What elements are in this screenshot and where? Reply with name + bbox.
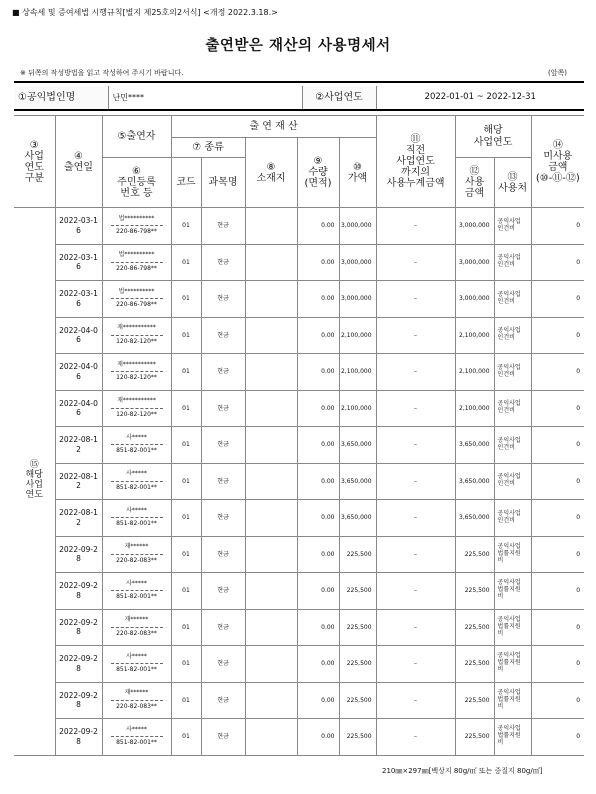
- donor-cell: [102, 500, 171, 537]
- use-place-cell: 공익사업 법률지원 비: [494, 719, 531, 756]
- quantity-cell: 0.00: [297, 354, 339, 391]
- donor-id-number: 851-82-001**: [116, 739, 157, 747]
- prev-cumulative-cell: –: [376, 573, 455, 610]
- account-cell: 현금: [201, 463, 245, 500]
- value-cell: 225,500: [339, 573, 376, 610]
- prev-cumulative-cell: –: [376, 354, 455, 391]
- unused-cell: 0: [531, 427, 584, 464]
- use-place-cell: 공익사업 인건비: [494, 281, 531, 318]
- value-cell: 225,500: [339, 646, 376, 683]
- donation-date-cell: 2022-04-0 6: [55, 317, 102, 354]
- table-row: [14, 682, 584, 719]
- prev-cumulative-cell: –: [376, 682, 455, 719]
- use-amount-cell: 3,650,000: [455, 463, 494, 500]
- donor-cell: [102, 646, 171, 683]
- code-cell: 01: [171, 390, 201, 427]
- table-body: [14, 208, 584, 756]
- donor-id-number: 120-82-120**: [116, 410, 157, 418]
- donation-date-cell: 2022-03-1 6: [55, 208, 102, 245]
- use-amount-cell: 225,500: [455, 646, 494, 683]
- donor-name: 법**********: [111, 289, 163, 300]
- donation-date-cell: 2022-09-2 8: [55, 719, 102, 756]
- value-cell: 3,000,000: [339, 208, 376, 245]
- donor-name: 사*****: [111, 581, 163, 592]
- donor-cell: [102, 427, 171, 464]
- value-cell: 225,500: [339, 682, 376, 719]
- col-header-current-year-group: 해당 사업연도: [455, 116, 531, 158]
- quantity-cell: 0.00: [297, 281, 339, 318]
- prev-cumulative-cell: –: [376, 500, 455, 537]
- col-header-id-number: ⑥ 주민등록 번호 등: [102, 158, 171, 208]
- donor-cell: [102, 354, 171, 391]
- account-cell: 현금: [201, 536, 245, 573]
- location-cell: [245, 719, 297, 756]
- table-row: [14, 354, 584, 391]
- use-amount-cell: 225,500: [455, 536, 494, 573]
- donor-cell: [102, 682, 171, 719]
- table-row: [14, 463, 584, 500]
- code-cell: 01: [171, 609, 201, 646]
- table-row: [14, 719, 584, 756]
- unused-cell: 0: [531, 573, 584, 610]
- table-row: [14, 427, 584, 464]
- use-amount-cell: 2,100,000: [455, 354, 494, 391]
- value-cell: 3,000,000: [339, 244, 376, 281]
- donor-name: 법**********: [111, 216, 163, 227]
- code-cell: 01: [171, 463, 201, 500]
- table-row: [14, 646, 584, 683]
- use-place-cell: 공익사업 법률지원 비: [494, 536, 531, 573]
- unused-cell: 0: [531, 281, 584, 318]
- location-cell: [245, 536, 297, 573]
- code-cell: 01: [171, 354, 201, 391]
- donation-date-cell: 2022-03-1 6: [55, 281, 102, 318]
- donor-id-number: 851-82-001**: [116, 520, 157, 528]
- use-place-cell: 공익사업 인건비: [494, 208, 531, 245]
- use-place-cell: 공익사업 인건비: [494, 244, 531, 281]
- prev-cumulative-cell: –: [376, 427, 455, 464]
- donor-name: 재******: [111, 617, 163, 628]
- use-place-cell: 공익사업 인건비: [494, 354, 531, 391]
- donor-id-number: 220-82-083**: [116, 556, 157, 564]
- account-cell: 현금: [201, 317, 245, 354]
- donor-name: 사*****: [111, 727, 163, 738]
- location-cell: [245, 390, 297, 427]
- table-row: [14, 500, 584, 537]
- donation-date-cell: 2022-08-1 2: [55, 463, 102, 500]
- prev-cumulative-cell: –: [376, 463, 455, 500]
- col-header-value: ⑩ 가액: [339, 138, 376, 208]
- unused-cell: 0: [531, 719, 584, 756]
- location-cell: [245, 609, 297, 646]
- donation-date-cell: 2022-09-2 8: [55, 573, 102, 610]
- fiscal-year-label: ②사업연도: [302, 86, 376, 110]
- location-cell: [245, 573, 297, 610]
- donor-cell: [102, 281, 171, 318]
- account-cell: 현금: [201, 390, 245, 427]
- table-row: [14, 390, 584, 427]
- col-header-use-place: ⑬ 사용처: [494, 158, 531, 208]
- donor-name: 사*****: [111, 435, 163, 446]
- donor-id-number: 220-86-798**: [116, 264, 157, 272]
- use-place-cell: 공익사업 법률지원 비: [494, 682, 531, 719]
- donor-name: 재***********: [111, 362, 163, 373]
- donor-id-number: 220-82-083**: [116, 629, 157, 637]
- unused-cell: 0: [531, 646, 584, 683]
- col-header-donor: ⑤출연자: [102, 116, 171, 158]
- code-cell: 01: [171, 500, 201, 537]
- unused-cell: 0: [531, 682, 584, 719]
- col-header-location: ⑧ 소재지: [245, 138, 297, 208]
- corp-name-value: 난민****: [112, 92, 144, 102]
- code-cell: 01: [171, 646, 201, 683]
- paper-spec-footer: 210㎜×297㎜[백상지 80g/㎡ 또는 중질지 80g/㎡]: [382, 767, 543, 775]
- location-cell: [245, 208, 297, 245]
- col-header-use-amount: ⑫ 사용 금액: [455, 158, 494, 208]
- account-cell: 현금: [201, 427, 245, 464]
- value-cell: 3,650,000: [339, 500, 376, 537]
- prev-cumulative-cell: –: [376, 317, 455, 354]
- col-header-unused: ⑭ 미사용 금액 (⑩-⑪-⑫): [531, 116, 584, 208]
- quantity-cell: 0.00: [297, 463, 339, 500]
- value-cell: 2,100,000: [339, 390, 376, 427]
- col-header-quantity: ⑨ 수량 (면적): [297, 138, 339, 208]
- account-cell: 현금: [201, 682, 245, 719]
- prev-cumulative-cell: –: [376, 646, 455, 683]
- use-place-cell: 공익사업 법률지원 비: [494, 573, 531, 610]
- regulation-header: ■ 상속세 및 증여세법 시행규칙[별지 제25호의2서식] <개정 2022.3.18.>: [12, 8, 278, 17]
- donor-id-number: 220-86-798**: [116, 228, 157, 236]
- use-place-cell: 공익사업 법률지원 비: [494, 609, 531, 646]
- col-header-code: 코드: [171, 158, 201, 208]
- use-amount-cell: 3,000,000: [455, 208, 494, 245]
- quantity-cell: 0.00: [297, 682, 339, 719]
- unused-cell: 0: [531, 463, 584, 500]
- use-amount-cell: 225,500: [455, 573, 494, 610]
- table-row: [14, 609, 584, 646]
- quantity-cell: 0.00: [297, 536, 339, 573]
- info-table: [14, 86, 584, 111]
- donor-cell: [102, 536, 171, 573]
- col-header-account: 과목명: [201, 158, 245, 208]
- unused-cell: 0: [531, 390, 584, 427]
- donor-id-number: 851-82-001**: [116, 483, 157, 491]
- donor-name: 재***********: [111, 398, 163, 409]
- donation-date-cell: 2022-09-2 8: [55, 682, 102, 719]
- code-cell: 01: [171, 427, 201, 464]
- use-place-cell: 공익사업 법률지원 비: [494, 646, 531, 683]
- prev-cumulative-cell: –: [376, 609, 455, 646]
- use-place-cell: 공익사업 인건비: [494, 500, 531, 537]
- code-cell: 01: [171, 281, 201, 318]
- donor-id-number: 220-86-798**: [116, 301, 157, 309]
- donation-date-cell: 2022-09-2 8: [55, 609, 102, 646]
- donation-date-cell: 2022-04-0 6: [55, 390, 102, 427]
- unused-cell: 0: [531, 609, 584, 646]
- use-amount-cell: 225,500: [455, 719, 494, 756]
- usage-table: [14, 115, 584, 756]
- donor-cell: [102, 317, 171, 354]
- instruction-note: ※ 뒤쪽의 작성방법을 읽고 작성하여 주시기 바랍니다.: [20, 69, 184, 77]
- location-cell: [245, 281, 297, 318]
- value-cell: 225,500: [339, 719, 376, 756]
- location-cell: [245, 646, 297, 683]
- fiscal-year-value: 2022-01-01 ~ 2022-12-31: [424, 92, 536, 103]
- donation-date-cell: 2022-08-1 2: [55, 500, 102, 537]
- use-place-cell: 공익사업 인건비: [494, 317, 531, 354]
- unused-cell: 0: [531, 317, 584, 354]
- account-cell: 현금: [201, 500, 245, 537]
- donation-date-cell: 2022-03-1 6: [55, 244, 102, 281]
- location-cell: [245, 682, 297, 719]
- prev-cumulative-cell: –: [376, 281, 455, 318]
- account-cell: 현금: [201, 646, 245, 683]
- donor-cell: [102, 208, 171, 245]
- use-amount-cell: 3,000,000: [455, 281, 494, 318]
- code-cell: 01: [171, 573, 201, 610]
- quantity-cell: 0.00: [297, 500, 339, 537]
- table-row: [14, 208, 584, 245]
- code-cell: 01: [171, 208, 201, 245]
- use-amount-cell: 3,000,000: [455, 244, 494, 281]
- value-cell: 225,500: [339, 609, 376, 646]
- col-header-prev-cumulative: ⑪ 직전 사업연도 까지의 사용누계금액: [376, 116, 455, 208]
- unused-cell: 0: [531, 500, 584, 537]
- prev-cumulative-cell: –: [376, 208, 455, 245]
- donor-name: 사*****: [111, 471, 163, 482]
- col-header-property-group: 출 연 재 산: [171, 116, 376, 138]
- page-side-label: (앞쪽): [548, 69, 567, 77]
- quantity-cell: 0.00: [297, 573, 339, 610]
- col-header-kind: ⑦ 종류: [171, 138, 245, 158]
- value-cell: 3,650,000: [339, 427, 376, 464]
- table-row: [14, 281, 584, 318]
- donor-id-number: 851-82-001**: [116, 447, 157, 455]
- use-place-cell: 공익사업 인건비: [494, 390, 531, 427]
- business-year-cell: ⑮ 해당 사업 연도: [14, 208, 55, 756]
- col-header-donation-date: ④ 출연일: [55, 116, 102, 208]
- table-row: [14, 573, 584, 610]
- location-cell: [245, 500, 297, 537]
- account-cell: 현금: [201, 573, 245, 610]
- quantity-cell: 0.00: [297, 317, 339, 354]
- account-cell: 현금: [201, 609, 245, 646]
- location-cell: [245, 317, 297, 354]
- prev-cumulative-cell: –: [376, 390, 455, 427]
- unused-cell: 0: [531, 536, 584, 573]
- table-row: [14, 317, 584, 354]
- account-cell: 현금: [201, 719, 245, 756]
- top-rule: [14, 81, 584, 83]
- quantity-cell: 0.00: [297, 609, 339, 646]
- donation-date-cell: 2022-09-2 8: [55, 646, 102, 683]
- donor-cell: [102, 719, 171, 756]
- use-amount-cell: 3,650,000: [455, 500, 494, 537]
- account-cell: 현금: [201, 208, 245, 245]
- donor-cell: [102, 573, 171, 610]
- account-cell: 현금: [201, 244, 245, 281]
- account-cell: 현금: [201, 354, 245, 391]
- value-cell: 3,650,000: [339, 463, 376, 500]
- use-place-cell: 공익사업 인건비: [494, 463, 531, 500]
- donor-name: 재******: [111, 544, 163, 555]
- use-amount-cell: 3,650,000: [455, 427, 494, 464]
- code-cell: 01: [171, 317, 201, 354]
- donor-cell: [102, 609, 171, 646]
- quantity-cell: 0.00: [297, 719, 339, 756]
- quantity-cell: 0.00: [297, 427, 339, 464]
- quantity-cell: 0.00: [297, 390, 339, 427]
- location-cell: [245, 354, 297, 391]
- donor-name: 사*****: [111, 654, 163, 665]
- donor-name: 재***********: [111, 325, 163, 336]
- quantity-cell: 0.00: [297, 646, 339, 683]
- location-cell: [245, 463, 297, 500]
- document-title: 출연받은 재산의 사용명세서: [205, 38, 391, 54]
- use-amount-cell: 225,500: [455, 609, 494, 646]
- donor-name: 재******: [111, 690, 163, 701]
- unused-cell: 0: [531, 208, 584, 245]
- use-amount-cell: 2,100,000: [455, 317, 494, 354]
- value-cell: 3,000,000: [339, 281, 376, 318]
- donor-id-number: 220-82-083**: [116, 702, 157, 710]
- value-cell: 2,100,000: [339, 354, 376, 391]
- donation-date-cell: 2022-08-1 2: [55, 427, 102, 464]
- location-cell: [245, 427, 297, 464]
- prev-cumulative-cell: –: [376, 719, 455, 756]
- unused-cell: 0: [531, 244, 584, 281]
- value-cell: 2,100,000: [339, 317, 376, 354]
- table-row: [14, 244, 584, 281]
- donor-cell: [102, 390, 171, 427]
- code-cell: 01: [171, 244, 201, 281]
- code-cell: 01: [171, 719, 201, 756]
- donation-date-cell: 2022-09-2 8: [55, 536, 102, 573]
- donor-cell: [102, 244, 171, 281]
- donor-id-number: 851-82-001**: [116, 666, 157, 674]
- table-row: [14, 536, 584, 573]
- location-cell: [245, 244, 297, 281]
- use-amount-cell: 225,500: [455, 682, 494, 719]
- donor-id-number: 851-82-001**: [116, 593, 157, 601]
- donor-name: 사*****: [111, 508, 163, 519]
- use-place-cell: 공익사업 인건비: [494, 427, 531, 464]
- code-cell: 01: [171, 536, 201, 573]
- account-cell: 현금: [201, 281, 245, 318]
- prev-cumulative-cell: –: [376, 536, 455, 573]
- use-amount-cell: 2,100,000: [455, 390, 494, 427]
- donor-cell: [102, 463, 171, 500]
- donor-id-number: 120-82-120**: [116, 337, 157, 345]
- donor-id-number: 120-82-120**: [116, 374, 157, 382]
- code-cell: 01: [171, 682, 201, 719]
- quantity-cell: 0.00: [297, 244, 339, 281]
- value-cell: 225,500: [339, 536, 376, 573]
- donation-date-cell: 2022-04-0 6: [55, 354, 102, 391]
- donor-name: 법**********: [111, 252, 163, 263]
- prev-cumulative-cell: –: [376, 244, 455, 281]
- col-header-business-year: ③ 사업 연도 구분: [14, 116, 55, 208]
- quantity-cell: 0.00: [297, 208, 339, 245]
- unused-cell: 0: [531, 354, 584, 391]
- corp-name-label: ①공익법인명: [14, 86, 108, 110]
